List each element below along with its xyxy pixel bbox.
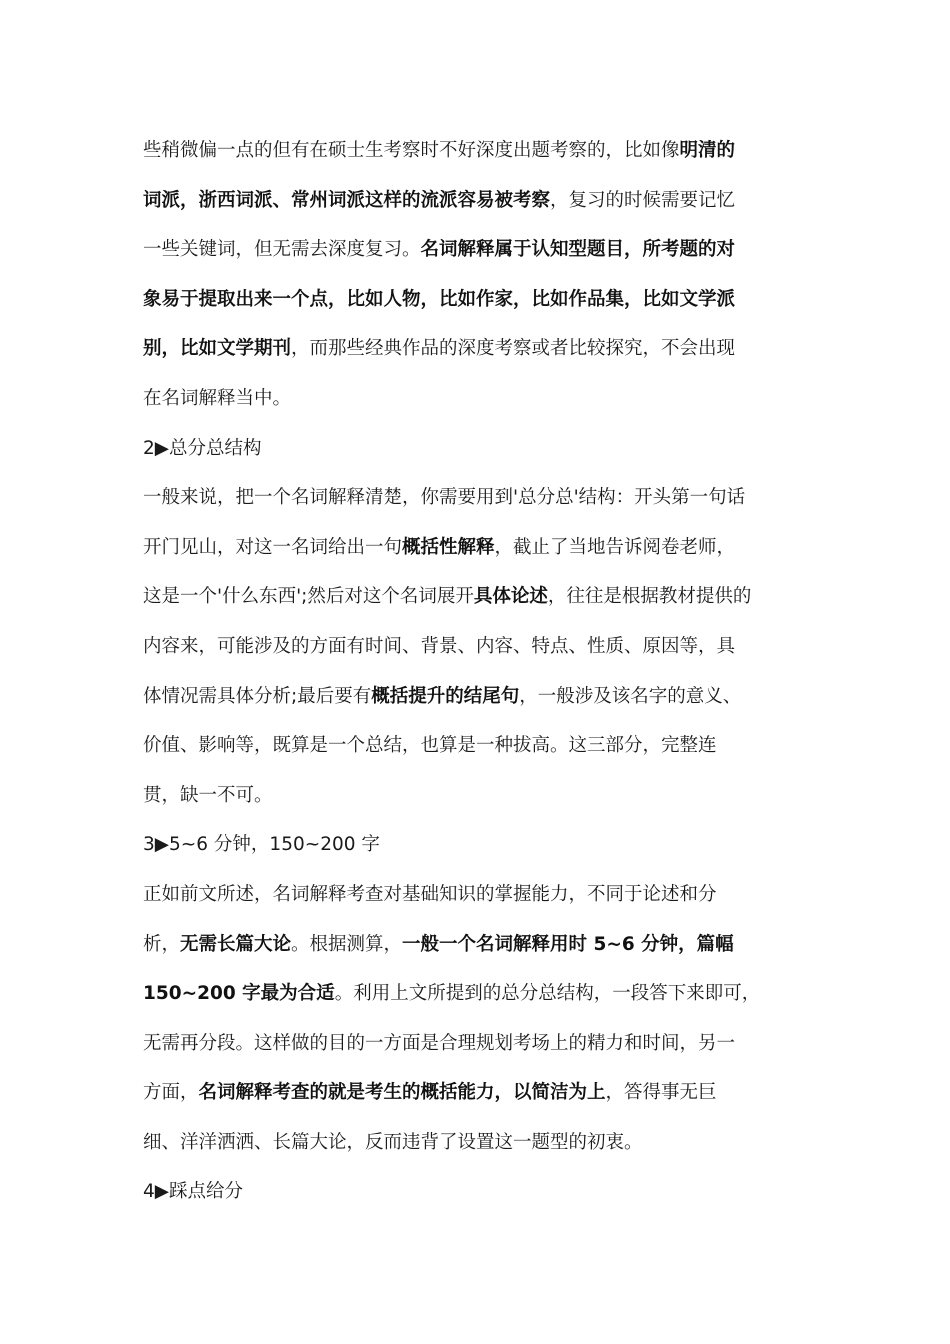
text-run: 正如前文所述，名词解释考查对基础知识的掌握能力，不同于论述和分 [143, 883, 717, 905]
text-run: 体情况需具体分析;最后要有 [143, 685, 372, 707]
paragraph-line [143, 1019, 783, 1069]
bold-text: 一般一个名词解释用时 5~6 分钟，篇幅 [402, 933, 734, 955]
bold-text: 明清的 [679, 140, 736, 161]
text-run: 无需再分段。这样做的目的一方面是合理规划考场上的精力和时间，另一 [143, 1032, 736, 1054]
paragraph-line [143, 870, 783, 920]
paragraph-line [143, 126, 783, 176]
text-run: 内容来，可能涉及的方面有时间、背景、内容、特点、性质、原因等，具 [143, 635, 736, 657]
paragraph-line [143, 324, 783, 374]
bold-text: 名词解释属于认知型题目，所考题的对 [420, 239, 736, 261]
bold-text: 词派，浙西词派、常州词派这样的流派容易被考察 [143, 189, 551, 211]
paragraph-line [143, 275, 783, 325]
text-run: 在名词解释当中。 [143, 387, 292, 409]
section-heading [143, 424, 783, 474]
text-run: ，复习的时候需要记忆 [550, 189, 736, 211]
paragraph-line [143, 1118, 783, 1168]
text-run: 3▶5~6 分钟，150~200 字 [143, 834, 380, 856]
paragraph-line [143, 473, 783, 523]
bold-text: 概括提升的结尾句 [371, 685, 520, 707]
bold-text: 象易于提取出来一个点，比如人物，比如作家，比如作品集，比如文学派 [143, 288, 736, 310]
paragraph-line [143, 523, 783, 573]
paragraph-line [143, 672, 783, 722]
text-run: ，往往是根据教材提供的 [547, 586, 752, 608]
text-run: 细、洋洋洒洒、长篇大论，反而违背了设置这一题型的初衷。 [143, 1131, 643, 1153]
text-run: 一些关键词，但无需去深度复习。 [143, 239, 421, 261]
paragraph-line [143, 622, 783, 672]
bold-text: 无需长篇大论 [180, 933, 292, 955]
text-run: ，答得事无巨 [605, 1082, 717, 1104]
paragraph-line [143, 920, 783, 970]
text-run: 一般来说，把一个名词解释清楚，你需要用到'总分总'结构：开头第一句话 [143, 487, 746, 509]
paragraph-line [143, 771, 783, 821]
paragraph-line [143, 225, 783, 275]
bold-text: 150~200 字最为合适 [143, 983, 335, 1005]
bold-text: 别，比如文学期刊 [143, 338, 292, 360]
text-run: 方面， [143, 1082, 199, 1104]
paragraph-line [143, 176, 783, 226]
text-run: 贯，缺一不可。 [143, 784, 273, 806]
text-run: ，截止了当地告诉阅卷老师， [494, 536, 736, 558]
text-run: 4▶踩点给分 [143, 1181, 243, 1203]
text-run: ，而那些经典作品的深度考察或者比较探究，不会出现 [291, 338, 736, 360]
bold-text: 名词解释考查的就是考生的概括能力，以简洁为上 [198, 1082, 606, 1104]
text-run: 。根据测算， [291, 933, 403, 955]
text-run: 这是一个'什么东西';然后对这个名词展开 [143, 586, 474, 608]
text-run: ，一般涉及该名字的意义、 [519, 685, 742, 707]
paragraph-line [143, 969, 783, 1019]
paragraph-line [143, 1068, 783, 1118]
text-run: 析， [143, 933, 181, 955]
bold-text: 具体论述 [473, 586, 548, 608]
section-heading [143, 820, 783, 870]
text-run: 。利用上文所提到的总分总结构，一段答下来即可， [334, 983, 761, 1005]
section-heading [143, 1167, 783, 1217]
paragraph-line [143, 721, 783, 771]
text-run: 开门见山，对这一名词给出一句 [143, 536, 403, 558]
bold-text: 概括性解释 [402, 536, 495, 558]
text-run: 价值、影响等，既算是一个总结，也算是一种拔高。这三部分，完整连 [143, 735, 717, 757]
text-run: 2▶总分总结构 [143, 437, 262, 459]
document-body [143, 126, 783, 1217]
paragraph-line [143, 374, 783, 424]
paragraph-line [143, 572, 783, 622]
text-run: 些稍微偏一点的但有在硕士生考察时不好深度出题考察的，比如像 [143, 140, 680, 161]
